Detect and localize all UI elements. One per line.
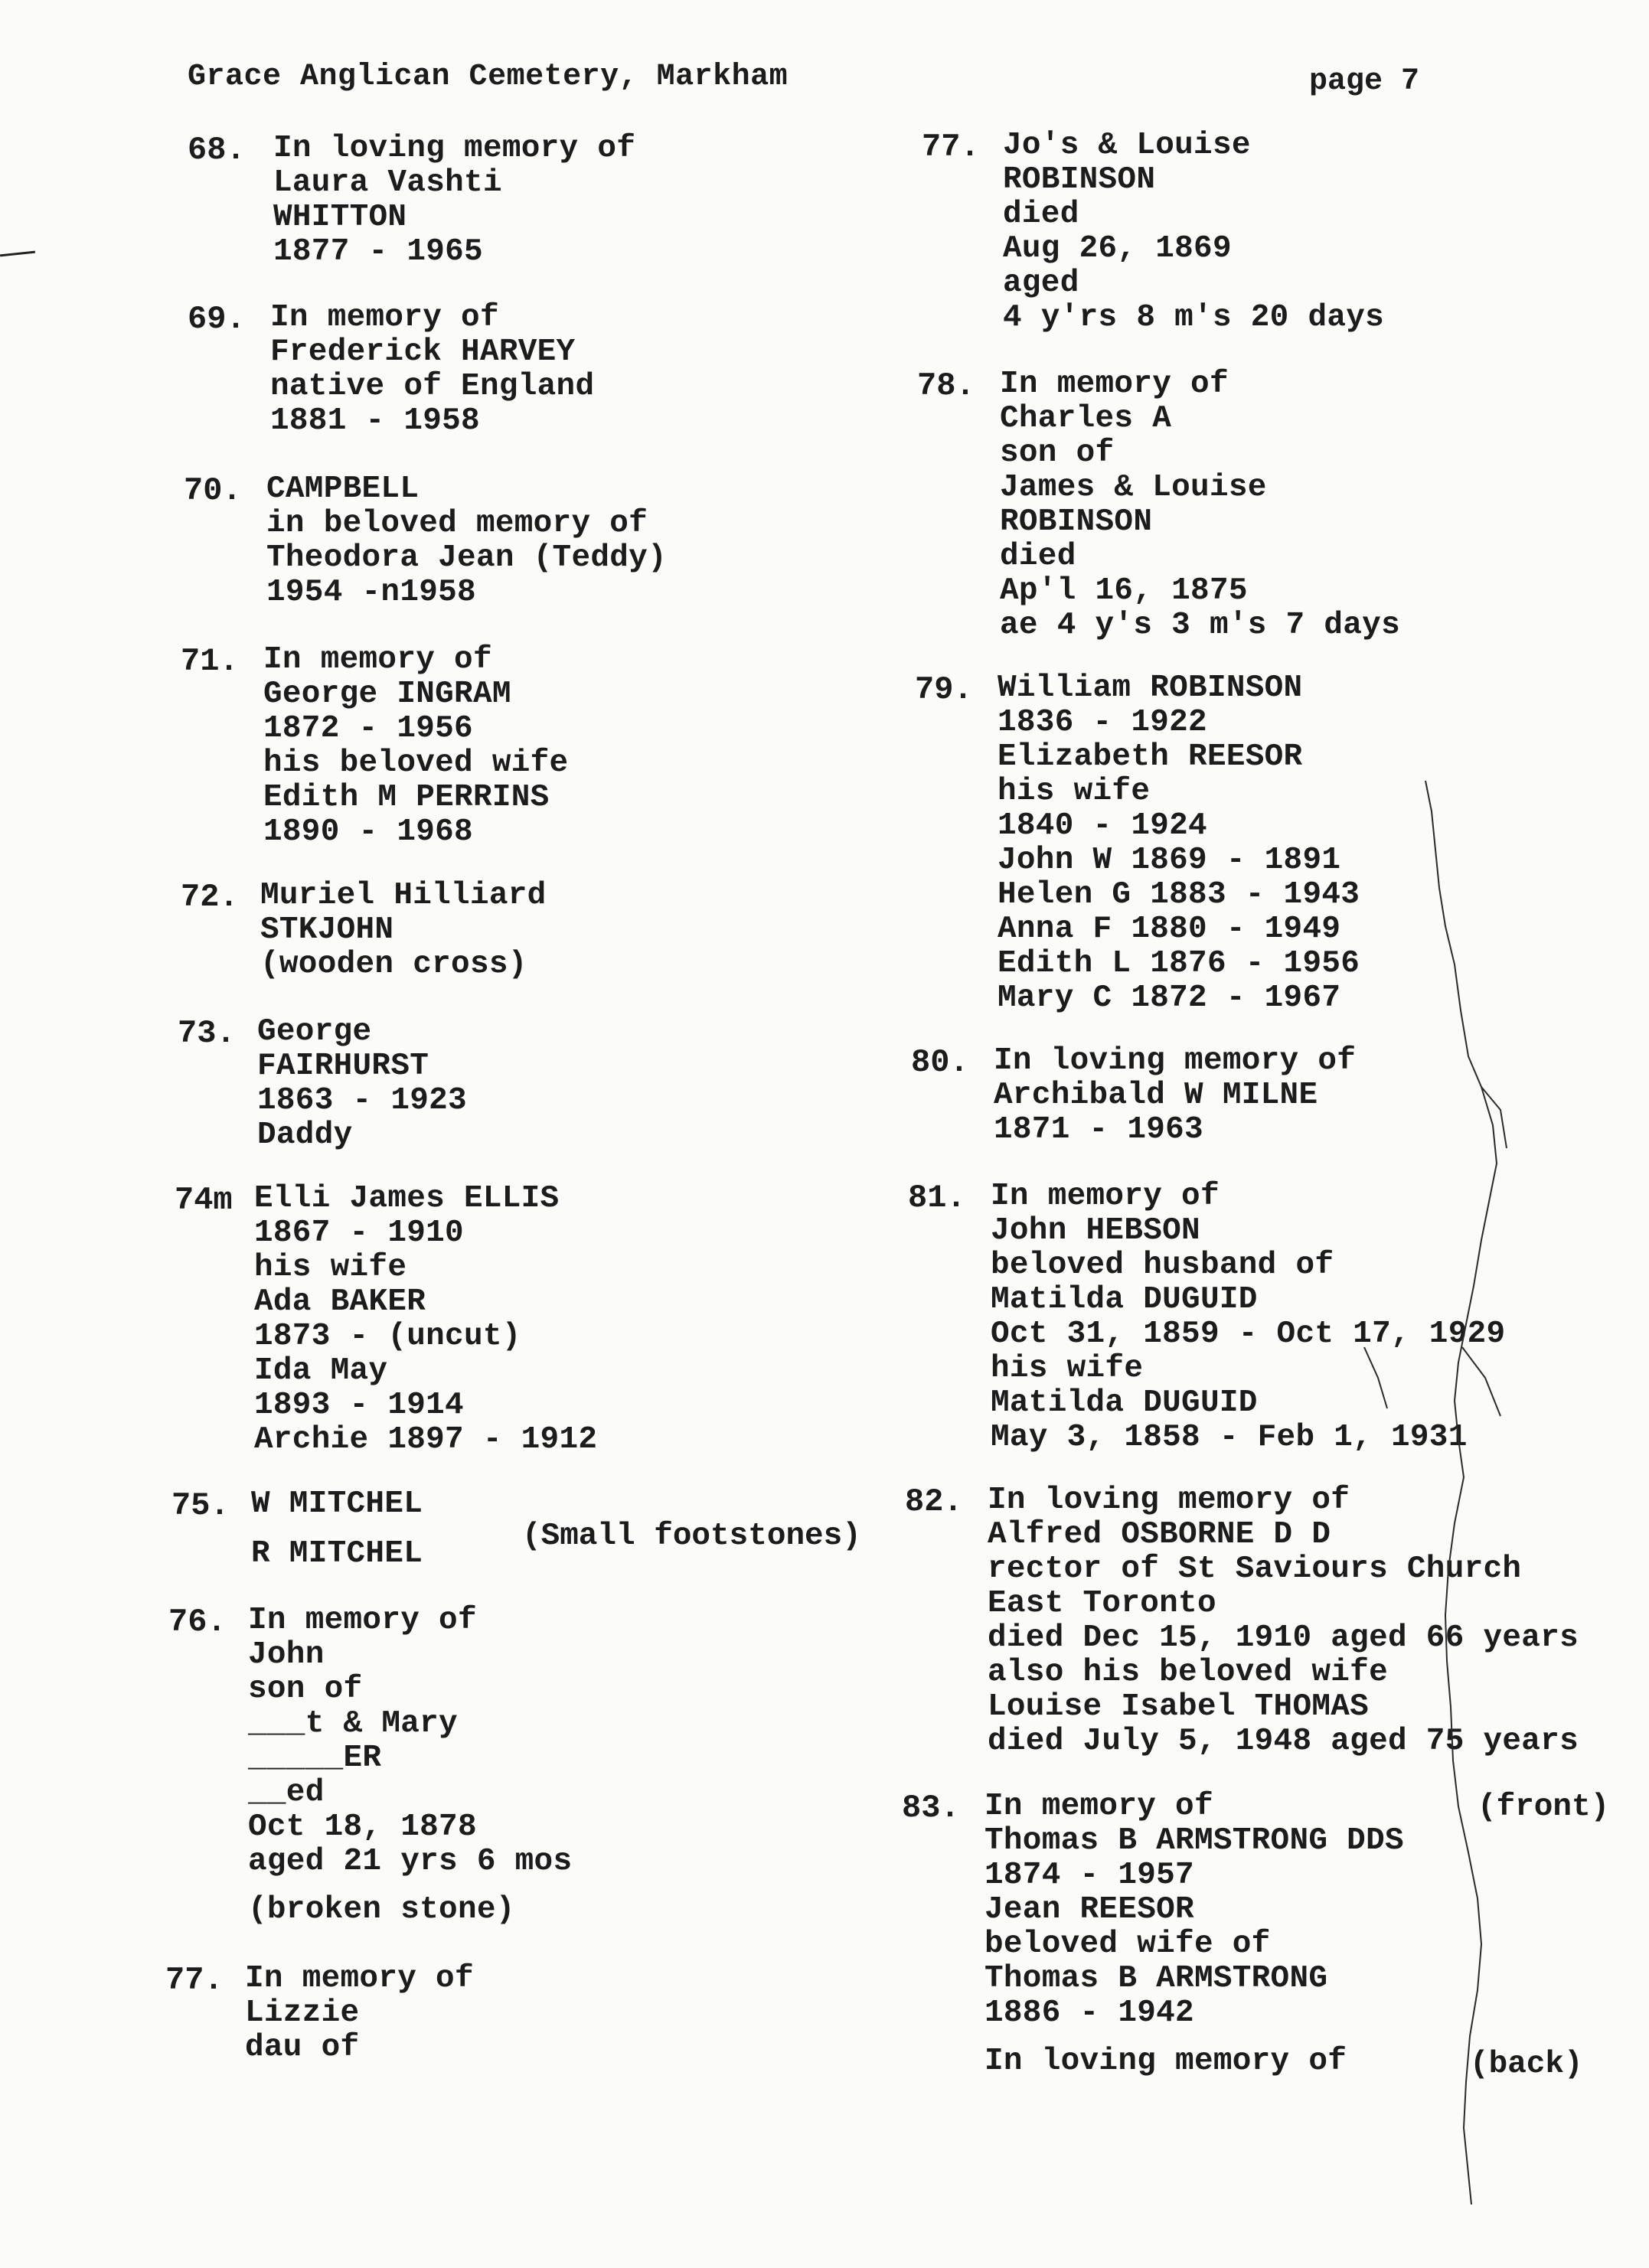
entry-line: his beloved wife: [263, 746, 569, 781]
entry-line: East Toronto: [988, 1586, 1216, 1621]
entry-line: John: [248, 1637, 325, 1672]
entry-line: Ada BAKER: [254, 1284, 426, 1320]
entry-line: Edith L 1876 - 1956: [998, 946, 1360, 981]
entry-line: In loving memory of: [985, 2044, 1347, 2079]
entry-line: Jo's & Louise: [1003, 128, 1251, 163]
entry-number: 74m: [175, 1182, 233, 1219]
entry-line: 1954 -n1958: [266, 575, 476, 610]
entry-line: died: [1000, 539, 1076, 574]
entry-line: Louise Isabel THOMAS: [988, 1689, 1370, 1725]
entry-line: Elizabeth REESOR: [998, 739, 1303, 775]
entry-line: Matilda DUGUID: [991, 1282, 1258, 1317]
entry-line: died: [1003, 197, 1079, 232]
entry-number: 70.: [184, 472, 242, 509]
entry-line: James & Louise: [1000, 470, 1267, 505]
entry-line: Edith M PERRINS: [263, 780, 550, 815]
entry-line: died Dec 15, 1910 aged 66 years: [988, 1620, 1579, 1656]
entry-line: (wooden cross): [260, 947, 527, 982]
entry-line: ROBINSON: [1003, 162, 1156, 197]
entry-line: May 3, 1858 - Feb 1, 1931: [991, 1420, 1468, 1455]
entry-line: rector of St Saviours Church: [988, 1552, 1522, 1587]
entry-line: 1874 - 1957: [985, 1858, 1194, 1893]
entry-line: Oct 31, 1859 - Oct 17, 1929: [991, 1317, 1506, 1352]
entry-line: WHITTON: [273, 200, 407, 235]
entry-number: 69.: [188, 301, 246, 338]
entry-line: Archibald W MILNE: [994, 1078, 1318, 1113]
entry-line: Thomas B ARMSTRONG: [985, 1961, 1328, 1996]
entry-note-back: (back): [1470, 2047, 1583, 2082]
entry-line: beloved husband of: [991, 1248, 1334, 1283]
entry-line: Thomas B ARMSTRONG DDS: [985, 1823, 1404, 1858]
entry-line: CAMPBELL: [266, 472, 420, 507]
entry-line: Mary C 1872 - 1967: [998, 981, 1341, 1016]
entry-line: STKJOHN: [260, 912, 394, 948]
entry-line: W MITCHEL: [251, 1486, 423, 1522]
entry-number: 76.: [168, 1604, 227, 1640]
entry-line: 1890 - 1968: [263, 814, 473, 850]
entry-line: George INGRAM: [263, 677, 511, 712]
entry-line: dau of: [245, 2030, 360, 2065]
entry-line: aged 21 yrs 6 mos: [248, 1844, 573, 1879]
entry-number: 78.: [917, 367, 975, 404]
margin-mark: [0, 251, 35, 257]
entry-line: In loving memory of: [994, 1043, 1357, 1079]
entry-line: John HEBSON: [991, 1213, 1200, 1248]
entry-number: 82.: [905, 1483, 963, 1520]
entry-line: 1867 - 1910: [254, 1216, 464, 1251]
entry-line: _____ER: [248, 1741, 382, 1776]
entry-line: 1877 - 1965: [273, 234, 483, 269]
entry-line: died July 5, 1948 aged 75 years: [988, 1724, 1579, 1759]
entry-line: Ap'l 16, 1875: [1000, 573, 1248, 609]
entry-line: his wife: [254, 1250, 407, 1285]
entry-line: 1836 - 1922: [998, 705, 1207, 740]
entry-line: R MITCHEL: [251, 1536, 423, 1571]
entry-line: Daddy: [257, 1118, 353, 1153]
entry-number: 83.: [902, 1790, 960, 1826]
entry-line: Jean REESOR: [985, 1892, 1194, 1927]
entry-line: son of: [1000, 436, 1115, 471]
entry-line: 1881 - 1958: [270, 403, 480, 439]
entry-line: Frederick HARVEY: [270, 334, 576, 370]
entry-line: son of: [248, 1672, 363, 1707]
entry-line: ae 4 y's 3 m's 7 days: [1000, 608, 1400, 643]
entry-line: 1863 - 1923: [257, 1083, 467, 1118]
entry-line: In memory of: [991, 1179, 1220, 1214]
entry-line: John W 1869 - 1891: [998, 843, 1341, 878]
entry-number: 68.: [188, 132, 246, 168]
entry-number: 79.: [915, 671, 973, 708]
entry-number: 72.: [181, 879, 239, 915]
entry-line: __ed: [248, 1775, 325, 1810]
entry-line: Muriel Hilliard: [260, 878, 547, 913]
entry-line: 1873 - (uncut): [254, 1319, 521, 1354]
entry-line: (broken stone): [248, 1892, 515, 1927]
entry-number: 81.: [908, 1180, 966, 1216]
entry-line: In loving memory of: [273, 131, 636, 166]
entry-line: also his beloved wife: [988, 1655, 1388, 1690]
entry-line: Ida May: [254, 1353, 388, 1389]
entry-number: 77.: [165, 1962, 224, 1999]
entry-line: In memory of: [263, 642, 492, 677]
entry-line: Elli James ELLIS: [254, 1181, 560, 1216]
entry-line: In memory of: [270, 300, 499, 335]
entry-number: 75.: [171, 1487, 230, 1524]
entry-line: 1840 - 1924: [998, 808, 1207, 844]
entry-line: aged: [1003, 266, 1079, 301]
entry-line: 1893 - 1914: [254, 1388, 464, 1423]
entry-line: William ROBINSON: [998, 671, 1303, 706]
entry-line: In loving memory of: [988, 1483, 1350, 1518]
entry-note-front: (front): [1478, 1790, 1610, 1825]
entry-line: Helen G 1883 - 1943: [998, 877, 1360, 912]
entry-line: Aug 26, 1869: [1003, 231, 1232, 266]
entry-line: George: [257, 1014, 372, 1049]
entry-line: Laura Vashti: [273, 165, 502, 201]
entry-line: native of England: [270, 369, 595, 404]
entry-line: ROBINSON: [1000, 504, 1153, 540]
entry-line: Charles A: [1000, 401, 1172, 436]
entry-line: beloved wife of: [985, 1927, 1271, 1962]
entry-line: in beloved memory of: [266, 506, 648, 541]
entry-number: 73.: [178, 1015, 236, 1052]
page-title: Grace Anglican Cemetery, Markham: [188, 60, 789, 94]
entry-number: 80.: [911, 1044, 969, 1081]
entry-line: ___t & Mary: [248, 1706, 458, 1741]
entry-note: (Small footstones): [522, 1519, 861, 1554]
entry-number: 71.: [181, 643, 239, 680]
entry-line: Oct 18, 1878: [248, 1810, 477, 1845]
entry-line: Archie 1897 - 1912: [254, 1422, 598, 1457]
entry-line: Lizzie: [245, 1996, 360, 2031]
entry-line: In memory of: [1000, 367, 1229, 402]
entry-line: FAIRHURST: [257, 1049, 429, 1084]
entry-number: 77.: [922, 129, 980, 165]
entry-line: Matilda DUGUID: [991, 1385, 1258, 1421]
page-number: page 7: [1309, 64, 1420, 99]
entry-line: In memory of: [245, 1961, 474, 1996]
entry-line: 1871 - 1963: [994, 1112, 1203, 1147]
entry-line: 1886 - 1942: [985, 1996, 1194, 2031]
entry-line: Alfred OSBORNE D D: [988, 1517, 1331, 1552]
entry-line: Anna F 1880 - 1949: [998, 912, 1341, 947]
entry-line: In memory of: [985, 1789, 1213, 1824]
entry-line: Theodora Jean (Teddy): [266, 540, 667, 576]
entry-line: his wife: [998, 774, 1151, 809]
entry-line: 4 y'rs 8 m's 20 days: [1003, 300, 1385, 335]
entry-line: In memory of: [248, 1603, 477, 1638]
entry-line: his wife: [991, 1351, 1144, 1386]
entry-line: 1872 - 1956: [263, 711, 473, 746]
